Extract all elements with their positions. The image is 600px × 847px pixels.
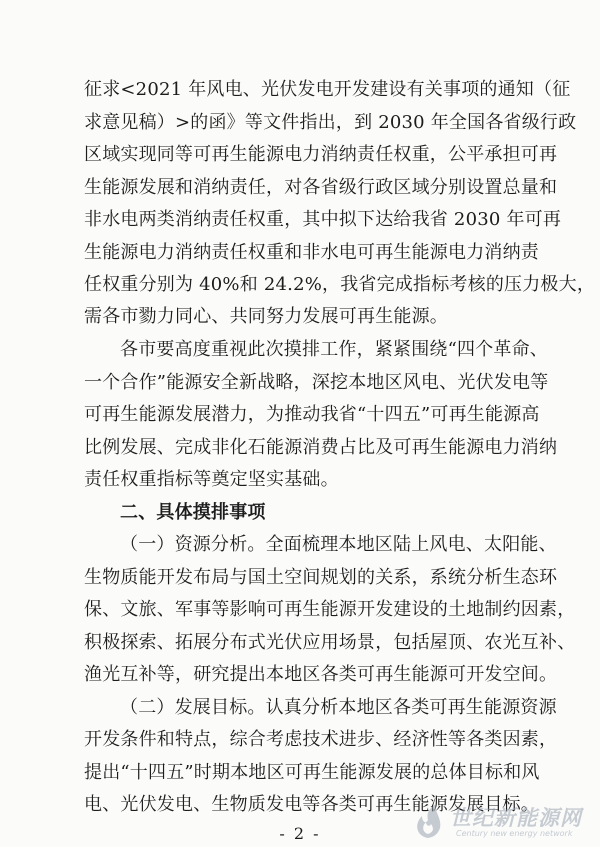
- body-line: 生物质能开发布局与国土空间规划的关系，系统分析生态环: [84, 567, 558, 588]
- body-line: 求意见稿）>的函》等文件指出，到 2030 年全国各省级行政: [84, 112, 577, 133]
- body-line: 责任权重指标等奠定坚实基础。: [84, 469, 339, 490]
- page-number: - 2 -: [279, 824, 321, 843]
- body-line: 开发条件和特点，综合考虑技术进步、经济性等各类因素，: [84, 729, 558, 750]
- body-line: 生能源发展和消纳责任，对各省级行政区域分别设置总量和: [84, 177, 558, 198]
- flame-logo-icon: [408, 802, 448, 842]
- body-line: 非水电两类消纳责任权重，其中拟下达给我省 2030 年可再: [84, 209, 562, 230]
- section-heading: 二、具体摸排事项: [120, 502, 266, 523]
- watermark: [404, 800, 594, 846]
- body-line: 一个合作”能源安全新战略，深挖本地区风电、光伏发电等: [84, 372, 549, 393]
- paragraph-first-line: 各市要高度重视此次摸排工作，紧紧围绕“四个革命、: [120, 339, 548, 360]
- body-line: 区域实现同等可再生能源电力消纳责任权重，公平承担可再: [84, 144, 558, 165]
- body-line: 保、文旅、军事等影响可再生能源开发建设的土地制约因素，: [84, 599, 576, 620]
- watermark-title: 世纪新能源网: [450, 806, 582, 830]
- body-line: 生能源电力消纳责任权重和非水电可再生能源电力消纳责: [84, 242, 539, 263]
- body-line: 电、光伏发电、生物质发电等各类可再生能源发展目标。: [84, 794, 539, 815]
- body-line: 征求<2021 年风电、光伏发电开发建设有关事项的通知（征: [84, 79, 571, 100]
- paragraph-first-line: （一）资源分析。全面梳理本地区陆上风电、太阳能、: [120, 534, 557, 555]
- body-line: 比例发展、完成非化石能源消费占比及可再生能源电力消纳: [84, 437, 558, 458]
- body-line: 积极探索、拓展分布式光伏应用场景，包括屋顶、农光互补、: [84, 632, 576, 653]
- paragraph-first-line: （二）发展目标。认真分析本地区各类可再生能源资源: [120, 697, 557, 718]
- body-line: 提出“十四五”时期本地区可再生能源发展的总体目标和风: [84, 762, 540, 783]
- body-line: 可再生能源发展潜力，为推动我省“十四五”可再生能源高: [84, 404, 540, 425]
- body-line: 需各市勠力同心、共同努力发展可再生能源。: [84, 306, 448, 327]
- watermark-subtitle: Century new energy network: [456, 829, 573, 838]
- body-line: 渔光互补等，研究提出本地区各类可再生能源可开发空间。: [84, 664, 558, 685]
- body-line: 任权重分别为 40%和 24.2%，我省完成指标考核的压力极大，: [84, 274, 596, 295]
